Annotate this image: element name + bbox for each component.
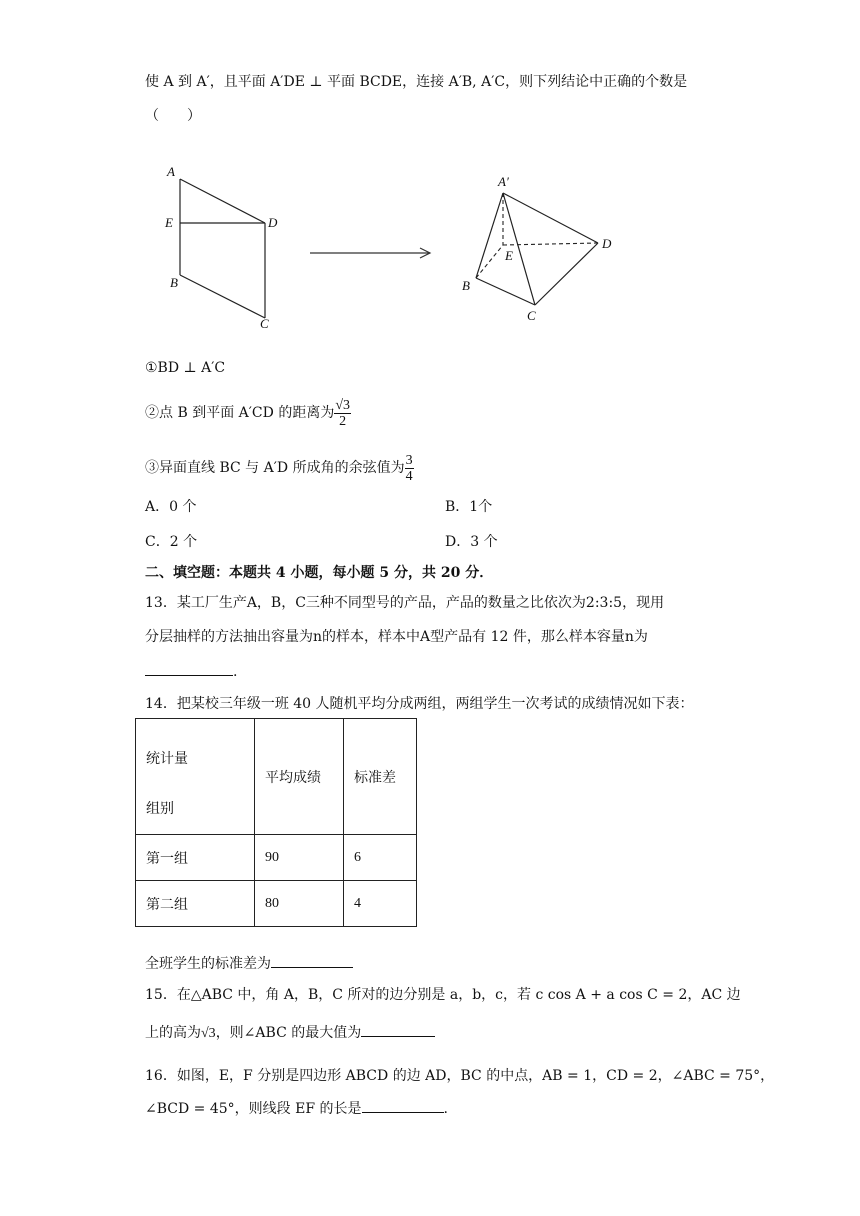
- table-header-corner: [136, 719, 255, 835]
- q14-line1: 14．把某校三年级一班 40 人随机平均分成两组，两组学生一次考试的成绩情况如下表：: [145, 696, 694, 712]
- statement-3-fraction: [405, 453, 414, 484]
- section-heading: 二、填空题：本题共 4 小题，每小题 5 分，共 20 分．: [145, 565, 494, 581]
- col-header-mean: 平均成绩: [255, 719, 344, 835]
- answer-blank: [271, 953, 353, 968]
- flat-quadrilateral-figure: [164, 164, 278, 331]
- sqrt-3: √3: [201, 1026, 216, 1041]
- q16-line2: [145, 1098, 448, 1119]
- q14-answer-text: 全班学生的标准差为: [145, 956, 271, 972]
- option-c: C．2 个: [145, 534, 198, 550]
- label-A: A: [167, 164, 175, 179]
- fraction-numerator: 3: [405, 452, 413, 468]
- header-bottom-label: 组别: [146, 800, 174, 817]
- q12-statement-3: [145, 450, 414, 486]
- col-header-sd: 标准差: [344, 719, 417, 835]
- statement-2-text: ②点 B 到平面 A′CD 的距离为: [145, 405, 335, 421]
- table-row: [136, 881, 417, 927]
- q16-text: ∠BCD = 45°，则线段 EF 的长是: [145, 1101, 362, 1117]
- label-D-right: D: [602, 236, 612, 251]
- fraction-numerator: √3: [335, 397, 351, 413]
- row-sd: 4: [344, 881, 417, 927]
- row-sd: 6: [344, 835, 417, 881]
- option-a: A．0 个: [145, 499, 197, 515]
- row-group: 第二组: [136, 881, 255, 927]
- q15-line1: 15．在△ABC 中，角 A，B，C 所对的边分别是 a，b，c，若 c cos A + a cos C = 2，AC 边: [145, 987, 741, 1003]
- row-mean: 80: [255, 881, 344, 927]
- folded-pyramid-figure: [462, 174, 612, 323]
- answer-blank: [361, 1022, 435, 1037]
- header-top-label: 统计量: [146, 750, 188, 767]
- row-mean: 90: [255, 835, 344, 881]
- label-C: C: [260, 316, 269, 331]
- statement-2-fraction: [334, 398, 351, 429]
- label-A-prime: A′: [498, 174, 509, 189]
- q14-answer-line: [145, 953, 353, 974]
- label-B-right: B: [462, 278, 470, 293]
- label-D: D: [268, 215, 278, 230]
- fold-arrow: [310, 248, 430, 258]
- row-group: 第一组: [136, 835, 255, 881]
- q13-line2: 分层抽样的方法抽出容量为n的样本，样本中A型产品有 12 件，那么样本容量n为: [145, 629, 648, 645]
- q12-statement-2: [145, 395, 351, 431]
- label-E: E: [165, 215, 173, 230]
- q15-text-a: 上的高为: [145, 1025, 201, 1041]
- answer-blank: [145, 661, 233, 676]
- option-d: D．3 个: [445, 534, 498, 550]
- q12-figure: [0, 150, 860, 350]
- q12-answer-paren: （ ）: [145, 108, 201, 124]
- q16-period: .: [443, 1101, 448, 1117]
- label-B: B: [170, 275, 178, 290]
- fraction-denominator: 4: [405, 468, 413, 484]
- q13-answer-blank: [145, 661, 237, 682]
- q16-line1: 16．如图，E，F 分别是四边形 ABCD 的边 AD，BC 的中点，AB = 1，CD = 2，∠ABC = 75°，: [145, 1068, 775, 1084]
- q13-period: .: [233, 664, 238, 680]
- score-stats-table: [135, 718, 417, 927]
- fraction-denominator: 2: [339, 413, 347, 429]
- q13-line1: 13．某工厂生产A，B，C三种不同型号的产品，产品的数量之比依次为2:3:5，现用: [145, 595, 665, 611]
- answer-blank: [362, 1098, 444, 1113]
- label-C-right: C: [527, 308, 536, 323]
- q12-text-line1: 使 A 到 A′，且平面 A′DE ⊥ 平面 BCDE，连接 A′B, A′C，则下列结论中正确的个数是: [145, 74, 688, 90]
- label-E-right: E: [505, 248, 513, 263]
- q12-statement-1: ①BD ⊥ A′C: [145, 360, 226, 376]
- statement-3-text: ③异面直线 BC 与 A′D 所成角的余弦值为: [145, 460, 405, 476]
- table-row: [136, 835, 417, 881]
- q15-text-b: ，则∠ABC 的最大值为: [215, 1025, 362, 1041]
- q15-line2: [145, 1022, 435, 1044]
- option-b: B．1个: [445, 499, 493, 515]
